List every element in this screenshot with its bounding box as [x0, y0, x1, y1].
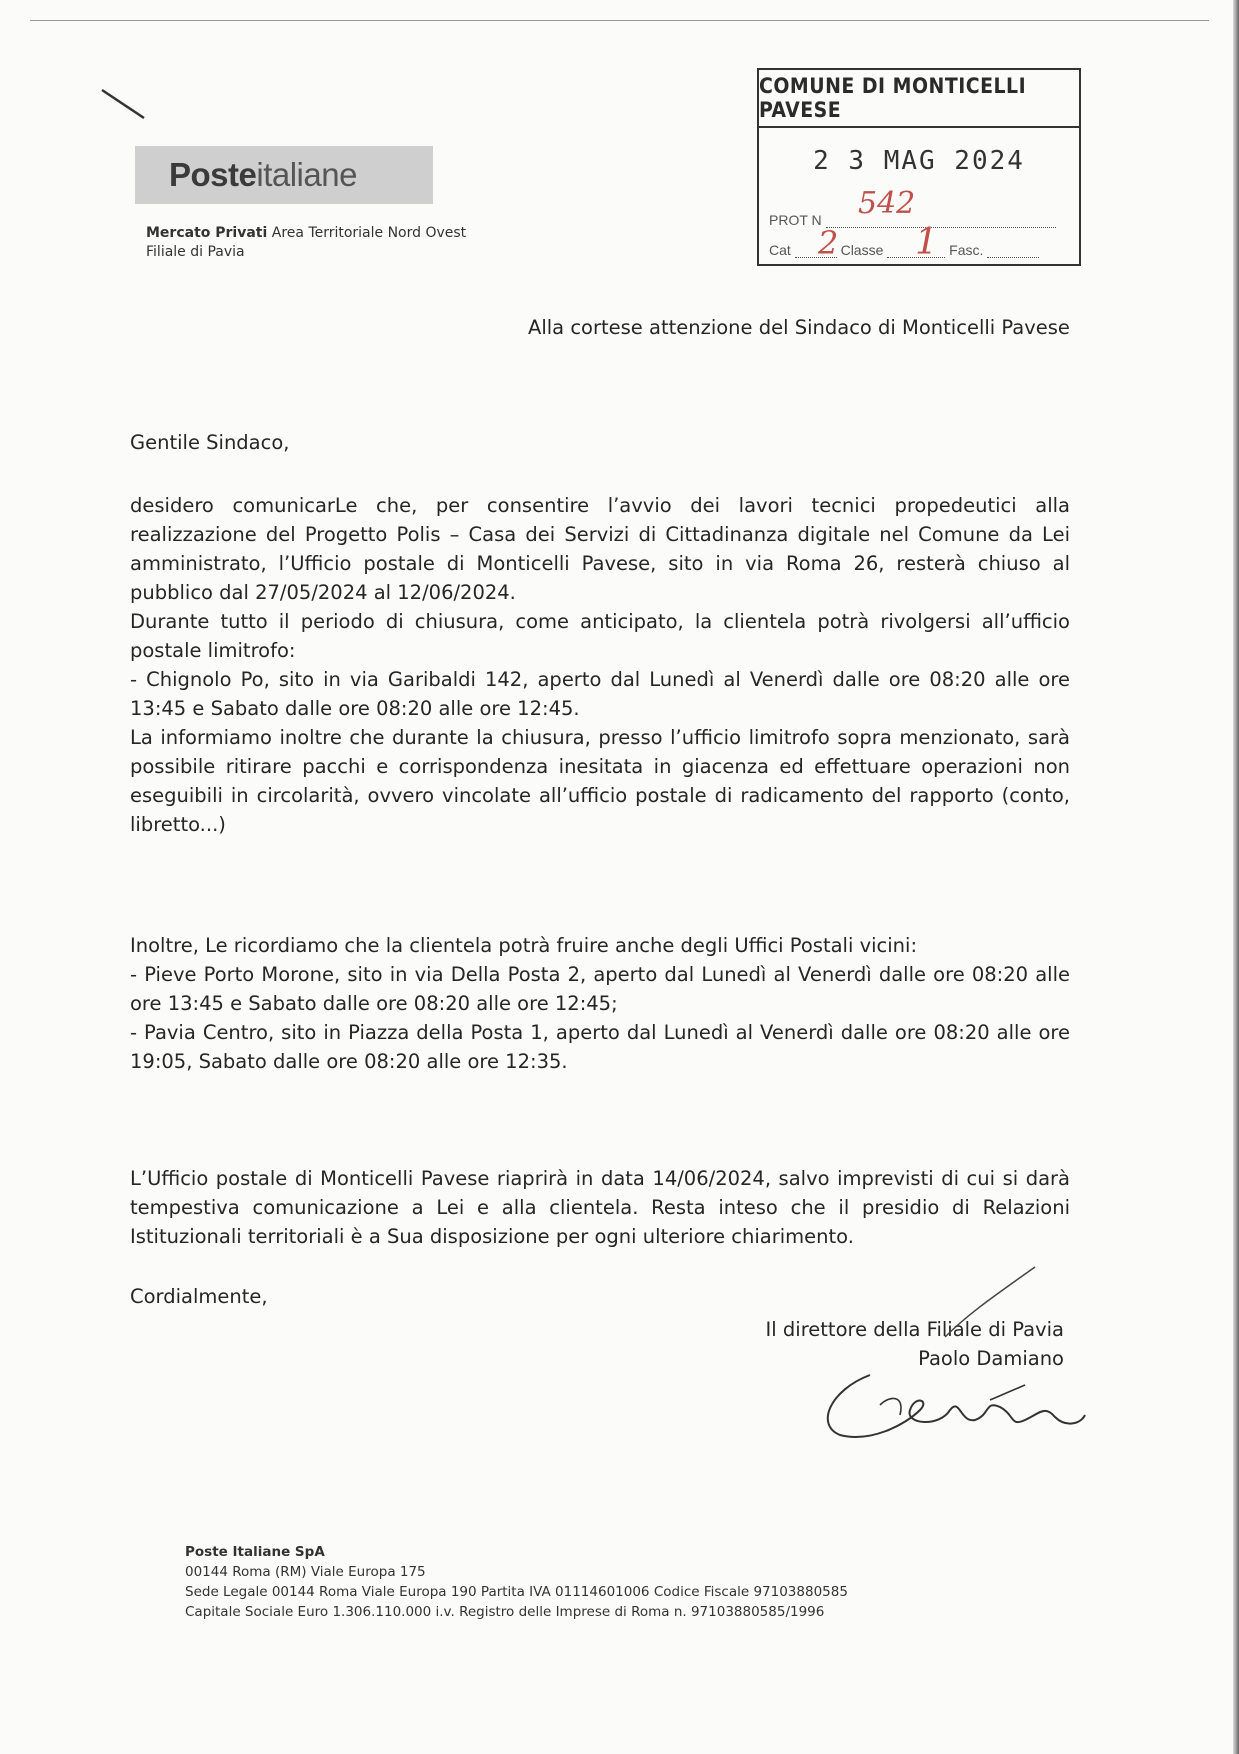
body-paragraph-4: La informiamo inoltre che durante la chiusura, presso l’ufficio limitrofo sopra menzionato, sarà possibile ritirare pacchi e corrispondenza inesitata in giacenza ed effettuare operazioni non eseguibili in circolarità, ovvero vincolate all’ufficio postale di radicamento del rapporto (conto, libretto...) [130, 726, 1070, 836]
stamp-prot-label: PROT N [769, 212, 822, 228]
scan-top-line [30, 20, 1209, 21]
footer-company: Poste Italiane SpA [185, 1544, 325, 1560]
stamp-classe-value: 1 [915, 222, 938, 263]
body-paragraph-1: desidero comunicarLe che, per consentire l’avvio dei lavori tecnici propedeutici alla realizzazione del Progetto Polis – Casa dei Servizi di Cittadinanza digitale nel Comune da Lei amministrato, l’Ufficio postale di Monticelli Pavese, sito in via Roma 26, resterà chiuso al pubblico dal 27/05/2024 al 12/06/2024. [130, 494, 1070, 604]
salutation: Gentile Sindaco, [130, 431, 290, 454]
sender-block [146, 224, 466, 262]
stamp-cat-row [769, 242, 1039, 258]
body-paragraph-8: L’Ufficio postale di Monticelli Pavese riaprirà in data 14/06/2024, salvo imprevisti di cui si darà tempestiva comunicazione a Lei e alla clientela. Resta inteso che il presidio di Relazioni Istituzionali territoriali è a Sua disposizione per ogni ulteriore chiarimento. [130, 1167, 1070, 1248]
footer-address: 00144 Roma (RM) Viale Europa 175 [185, 1564, 426, 1580]
sender-line1-bold: Mercato Privati [146, 225, 268, 241]
footer-block [185, 1542, 848, 1622]
body-paragraph-6: - Pieve Porto Morone, sito in via Della Posta 2, aperto dal Lunedì al Venerdì dalle ore 08:20 alle ore 13:45 e Sabato dalle ore 08:20 alle ore 12:45; [130, 963, 1070, 1015]
closing: Cordialmente, [130, 1285, 268, 1308]
stamp-cat-label: Cat [769, 242, 791, 258]
sender-line1-rest: Area Territoriale Nord Ovest [267, 225, 467, 241]
handwritten-signature [810, 1365, 1100, 1455]
body-paragraph-7: - Pavia Centro, sito in Piazza della Posta 1, aperto dal Lunedì al Venerdì dalle ore 08:20 alle ore 19:05, Sabato dalle ore 08:20 alle ore 12:35. [130, 1021, 1070, 1073]
stamp-fasc-label: Fasc. [949, 242, 984, 258]
sender-line2: Filiale di Pavia [146, 244, 245, 260]
signatory-role: Il direttore della Filiale di Pavia [765, 1318, 1064, 1341]
poste-italiane-logo [135, 146, 433, 204]
stamp-prot-value: 542 [858, 186, 916, 221]
stamp-date: 2 3 MAG 2024 [813, 146, 1025, 176]
signatory-name: Paolo Damiano [918, 1347, 1064, 1370]
attention-line: Alla cortese attenzione del Sindaco di Monticelli Pavese [528, 316, 1070, 339]
stamp-cat-value: 2 [818, 224, 839, 262]
footer-capital: Capitale Sociale Euro 1.306.110.000 i.v. Registro delle Imprese di Roma n. 97103880585/1996 [185, 1604, 825, 1620]
stamp-classe-label: Classe [840, 242, 884, 258]
body-paragraph-3: - Chignolo Po, sito in via Garibaldi 142, aperto dal Lunedì al Venerdì dalle ore 08:20 alle ore 13:45 e Sabato dalle ore 08:20 alle ore 12:45. [130, 668, 1070, 720]
stamp-title: COMUNE DI MONTICELLI PAVESE [759, 70, 1079, 128]
body-paragraph-5: Inoltre, Le ricordiamo che la clientela potrà fruire anche degli Uffici Postali vicini: [130, 934, 918, 957]
pen-mark-icon [100, 88, 150, 122]
signature-stroke [940, 1262, 1040, 1342]
scan-right-edge [1233, 0, 1239, 1754]
logo-light: italiane [256, 156, 357, 193]
footer-legal: Sede Legale 00144 Roma Viale Europa 190 Partita IVA 01114601006 Codice Fiscale 97103880585 [185, 1584, 848, 1600]
body-paragraph-2: Durante tutto il periodo di chiusura, come anticipato, la clientela potrà rivolgersi all’ufficio postale limitrofo: [130, 610, 1070, 662]
logo-bold: Poste [169, 156, 257, 193]
